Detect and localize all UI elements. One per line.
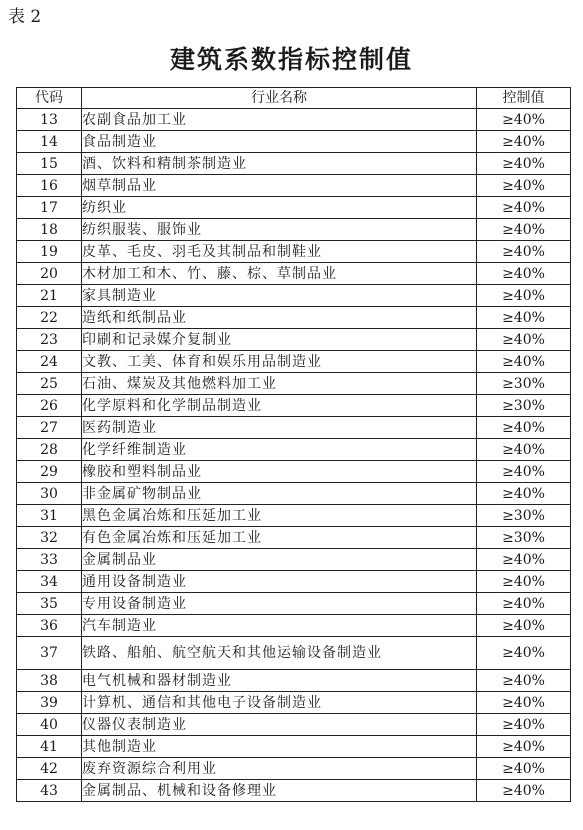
- cell-industry-name: 皮革、毛皮、羽毛及其制品和制鞋业: [82, 241, 477, 263]
- cell-industry-name: 铁路、船舶、航空航天和其他运输设备制造业: [82, 637, 477, 670]
- table-row: [17, 615, 571, 637]
- header-code: 代码: [17, 88, 82, 109]
- table-row: [17, 197, 571, 219]
- table-row: [17, 395, 571, 417]
- cell-industry-name: 橡胶和塑料制品业: [82, 461, 477, 483]
- table-body: [17, 109, 571, 802]
- cell-code: 34: [17, 571, 82, 593]
- cell-control-value: ≥40%: [477, 736, 571, 758]
- cell-control-value: ≥40%: [477, 153, 571, 175]
- cell-control-value: ≥40%: [477, 758, 571, 780]
- cell-code: 23: [17, 329, 82, 351]
- cell-industry-name: 废弃资源综合利用业: [82, 758, 477, 780]
- cell-code: 32: [17, 527, 82, 549]
- cell-industry-name: 烟草制品业: [82, 175, 477, 197]
- cell-code: 42: [17, 758, 82, 780]
- table-row: [17, 417, 571, 439]
- cell-code: 13: [17, 109, 82, 131]
- cell-control-value: ≥40%: [477, 549, 571, 571]
- cell-industry-name: 木材加工和木、竹、藤、棕、草制品业: [82, 263, 477, 285]
- cell-control-value: ≥40%: [477, 615, 571, 637]
- cell-code: 39: [17, 692, 82, 714]
- cell-control-value: ≥40%: [477, 263, 571, 285]
- cell-code: 27: [17, 417, 82, 439]
- table-row: [17, 736, 571, 758]
- cell-code: 14: [17, 131, 82, 153]
- cell-industry-name: 电气机械和器材制造业: [82, 670, 477, 692]
- table-row: [17, 219, 571, 241]
- table-row: [17, 351, 571, 373]
- cell-industry-name: 文教、工美、体育和娱乐用品制造业: [82, 351, 477, 373]
- cell-control-value: ≥40%: [477, 780, 571, 802]
- industry-table: [16, 87, 571, 802]
- cell-industry-name: 金属制品、机械和设备修理业: [82, 780, 477, 802]
- table-row: [17, 549, 571, 571]
- cell-industry-name: 仪器仪表制造业: [82, 714, 477, 736]
- cell-code: 28: [17, 439, 82, 461]
- cell-control-value: ≥40%: [477, 714, 571, 736]
- cell-code: 25: [17, 373, 82, 395]
- table-row: [17, 373, 571, 395]
- cell-industry-name: 黑色金属冶炼和压延加工业: [82, 505, 477, 527]
- cell-control-value: ≥40%: [477, 175, 571, 197]
- cell-code: 37: [17, 637, 82, 670]
- header-value: 控制值: [477, 88, 571, 109]
- page-title: 建筑系数指标控制值: [169, 45, 413, 74]
- cell-industry-name: 家具制造业: [82, 285, 477, 307]
- cell-code: 41: [17, 736, 82, 758]
- cell-industry-name: 化学原料和化学制品制造业: [82, 395, 477, 417]
- cell-code: 21: [17, 285, 82, 307]
- table-row: [17, 461, 571, 483]
- table-row: [17, 637, 571, 670]
- table-row: [17, 439, 571, 461]
- table-row: [17, 758, 571, 780]
- cell-code: 20: [17, 263, 82, 285]
- table-row: [17, 483, 571, 505]
- cell-control-value: ≥30%: [477, 527, 571, 549]
- cell-industry-name: 其他制造业: [82, 736, 477, 758]
- cell-code: 33: [17, 549, 82, 571]
- table-label: 表 2: [8, 7, 42, 27]
- cell-industry-name: 印刷和记录媒介复制业: [82, 329, 477, 351]
- cell-industry-name: 石油、煤炭及其他燃料加工业: [82, 373, 477, 395]
- cell-control-value: ≥40%: [477, 692, 571, 714]
- table-row: [17, 505, 571, 527]
- cell-industry-name: 酒、饮料和精制茶制造业: [82, 153, 477, 175]
- cell-industry-name: 金属制品业: [82, 549, 477, 571]
- cell-code: 17: [17, 197, 82, 219]
- table-row: [17, 307, 571, 329]
- table-row: [17, 692, 571, 714]
- cell-control-value: ≥40%: [477, 329, 571, 351]
- table-row: [17, 241, 571, 263]
- cell-control-value: ≥40%: [477, 670, 571, 692]
- cell-code: 43: [17, 780, 82, 802]
- cell-industry-name: 计算机、通信和其他电子设备制造业: [82, 692, 477, 714]
- table-row: [17, 571, 571, 593]
- cell-industry-name: 纺织业: [82, 197, 477, 219]
- table-row: [17, 329, 571, 351]
- cell-code: 15: [17, 153, 82, 175]
- cell-control-value: ≥30%: [477, 505, 571, 527]
- cell-control-value: ≥40%: [477, 593, 571, 615]
- cell-industry-name: 食品制造业: [82, 131, 477, 153]
- cell-industry-name: 通用设备制造业: [82, 571, 477, 593]
- cell-control-value: ≥40%: [477, 351, 571, 373]
- cell-control-value: ≥40%: [477, 483, 571, 505]
- cell-industry-name: 有色金属冶炼和压延加工业: [82, 527, 477, 549]
- cell-control-value: ≥40%: [477, 307, 571, 329]
- cell-code: 36: [17, 615, 82, 637]
- cell-industry-name: 非金属矿物制品业: [82, 483, 477, 505]
- table-row: [17, 285, 571, 307]
- table-row: [17, 175, 571, 197]
- cell-industry-name: 农副食品加工业: [82, 109, 477, 131]
- cell-control-value: ≥40%: [477, 131, 571, 153]
- cell-control-value: ≥30%: [477, 395, 571, 417]
- cell-code: 38: [17, 670, 82, 692]
- cell-control-value: ≥40%: [477, 417, 571, 439]
- cell-code: 30: [17, 483, 82, 505]
- cell-control-value: ≥40%: [477, 461, 571, 483]
- cell-control-value: ≥40%: [477, 197, 571, 219]
- cell-industry-name: 化学纤维制造业: [82, 439, 477, 461]
- table-row: [17, 131, 571, 153]
- cell-industry-name: 医药制造业: [82, 417, 477, 439]
- cell-control-value: ≥40%: [477, 109, 571, 131]
- cell-control-value: ≥40%: [477, 219, 571, 241]
- cell-code: 22: [17, 307, 82, 329]
- cell-control-value: ≥40%: [477, 241, 571, 263]
- table-row: [17, 263, 571, 285]
- cell-industry-name: 汽车制造业: [82, 615, 477, 637]
- table-row: [17, 714, 571, 736]
- table-row: [17, 109, 571, 131]
- cell-code: 16: [17, 175, 82, 197]
- cell-code: 31: [17, 505, 82, 527]
- cell-control-value: ≥40%: [477, 637, 571, 670]
- table-row: [17, 593, 571, 615]
- table-row: [17, 153, 571, 175]
- cell-control-value: ≥30%: [477, 373, 571, 395]
- cell-industry-name: 造纸和纸制品业: [82, 307, 477, 329]
- cell-code: 19: [17, 241, 82, 263]
- cell-code: 26: [17, 395, 82, 417]
- cell-code: 40: [17, 714, 82, 736]
- cell-control-value: ≥40%: [477, 571, 571, 593]
- table-row: [17, 527, 571, 549]
- cell-code: 29: [17, 461, 82, 483]
- cell-code: 24: [17, 351, 82, 373]
- cell-control-value: ≥40%: [477, 285, 571, 307]
- table-row: [17, 780, 571, 802]
- header-name: 行业名称: [82, 88, 477, 109]
- table-header-row: [17, 88, 571, 109]
- table-row: [17, 670, 571, 692]
- cell-industry-name: 纺织服装、服饰业: [82, 219, 477, 241]
- cell-code: 18: [17, 219, 82, 241]
- cell-control-value: ≥40%: [477, 439, 571, 461]
- cell-industry-name: 专用设备制造业: [82, 593, 477, 615]
- cell-code: 35: [17, 593, 82, 615]
